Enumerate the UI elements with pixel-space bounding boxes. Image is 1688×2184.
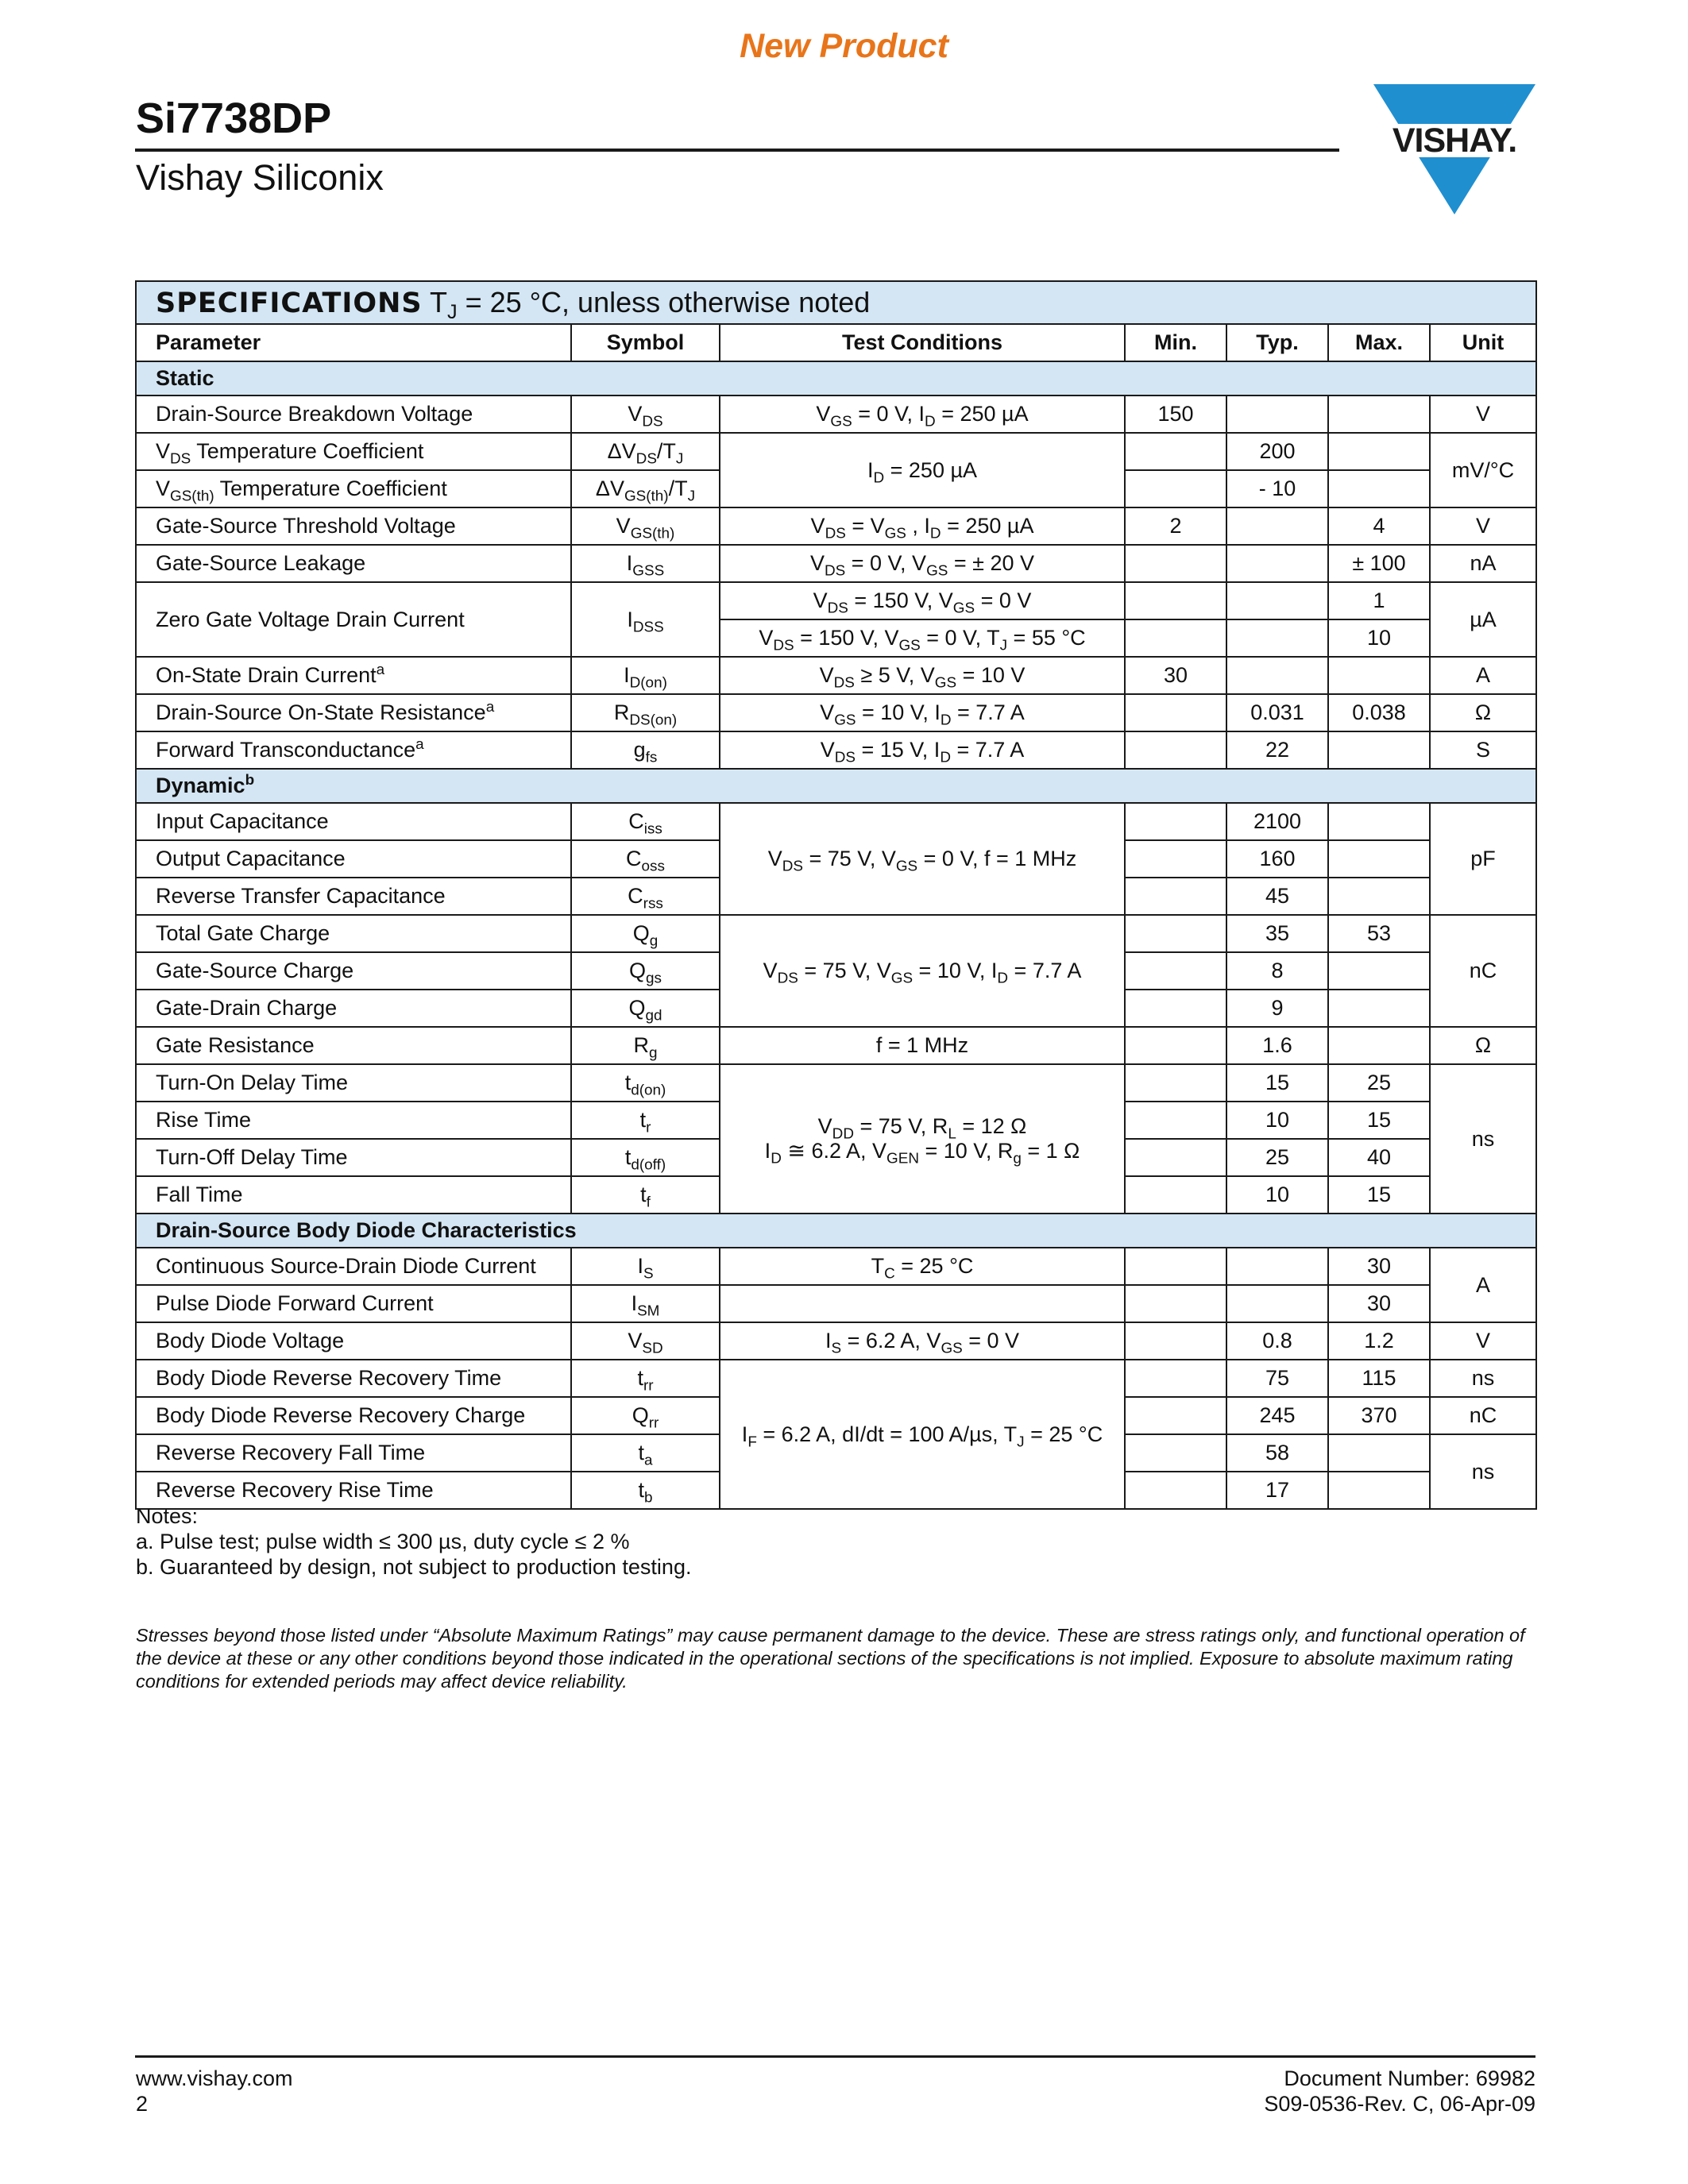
condition-cell: $V_{DS} = 15$ V, $I_D = 7.7$ A <box>720 731 1125 769</box>
unit-cell: S <box>1430 731 1536 769</box>
param-cell: Drain-Source Breakdown Voltage <box>136 396 571 433</box>
typ-cell <box>1226 545 1328 582</box>
max-cell <box>1328 1027 1430 1064</box>
condition-cell: $V_{DS} = 150$ V, $V_{GS} = 0$ V <box>720 582 1125 619</box>
table-row <box>136 1285 1536 1322</box>
unit-cell: ns <box>1430 1434 1536 1509</box>
symbol-cell: $R_{DS(on)}$ <box>571 694 720 731</box>
notes <box>136 1503 691 1580</box>
param-cell: Turn-On Delay Time <box>136 1064 571 1102</box>
symbol-cell: $t_{d(on)}$ <box>571 1064 720 1102</box>
unit-cell: A <box>1430 1248 1536 1322</box>
footer-divider <box>135 2055 1535 2058</box>
typ-cell <box>1226 1248 1328 1285</box>
condition-cell: $V_{GS} = 10$ V, $I_D = 7.7$ A <box>720 694 1125 731</box>
condition-cell: $V_{DS} \ge 5$ V, $V_{GS} = 10$ V <box>720 657 1125 694</box>
typ-cell: 10 <box>1226 1176 1328 1214</box>
symbol-cell: $Q_{gd}$ <box>571 990 720 1027</box>
param-cell: Gate-Drain Charge <box>136 990 571 1027</box>
param-cell: Forward Transconductance$^a$ <box>136 731 571 769</box>
table-title-row <box>136 281 1536 324</box>
note-a: a. Pulse test; pulse width ≤ 300 µs, duty cycle ≤ 2 % <box>136 1530 630 1553</box>
param-cell: Gate-Source Threshold Voltage <box>136 507 571 545</box>
min-cell <box>1125 619 1226 657</box>
unit-cell: Ω <box>1430 694 1536 731</box>
unit-cell: nC <box>1430 1397 1536 1434</box>
min-cell <box>1125 694 1226 731</box>
company-subtitle: Vishay Siliconix <box>136 157 384 198</box>
min-cell <box>1125 1360 1226 1397</box>
unit-cell: V <box>1430 396 1536 433</box>
table-header-row <box>136 324 1536 361</box>
vishay-logo <box>1371 83 1538 218</box>
symbol-cell: $C_{rss}$ <box>571 878 720 915</box>
table-row <box>136 657 1536 694</box>
min-cell <box>1125 915 1226 952</box>
typ-cell: 160 <box>1226 840 1328 878</box>
min-cell <box>1125 952 1226 990</box>
condition-cell: $V_{GS} = 0$ V, $I_D = 250$ µA <box>720 396 1125 433</box>
table-row <box>136 507 1536 545</box>
param-cell: Zero Gate Voltage Drain Current <box>136 582 571 657</box>
condition-cell: $I_D = 250$ µA <box>720 433 1125 507</box>
symbol-cell: $g_{fs}$ <box>571 731 720 769</box>
symbol-cell: $V_{GS(th)}$ <box>571 507 720 545</box>
min-cell <box>1125 840 1226 878</box>
condition-cell: $V_{DS} = 0$ V, $V_{GS}$ = ± 20 V <box>720 545 1125 582</box>
table-row <box>136 1360 1536 1397</box>
param-cell: Drain-Source On-State Resistance$^a$ <box>136 694 571 731</box>
symbol-cell: $\Delta V_{GS(th)}/T_J$ <box>571 470 720 507</box>
condition-line: $V_{DD} = 75$ V, $R_L = 12$ Ω <box>817 1114 1027 1143</box>
min-cell <box>1125 1139 1226 1176</box>
table-row <box>136 1248 1536 1285</box>
unit-cell: Ω <box>1430 1027 1536 1064</box>
param-cell: Pulse Diode Forward Current <box>136 1285 571 1322</box>
param-cell: Gate Resistance <box>136 1027 571 1064</box>
max-cell: 15 <box>1328 1102 1430 1139</box>
max-cell: 40 <box>1328 1139 1430 1176</box>
table-row <box>136 915 1536 952</box>
document-number: Document Number: 69982 <box>1284 2066 1535 2090</box>
max-cell <box>1328 470 1430 507</box>
section-diode: Drain-Source Body Diode Characteristics <box>136 1214 1536 1248</box>
min-cell <box>1125 1064 1226 1102</box>
table-title-strong: SPECIFICATIONS <box>156 287 423 319</box>
column-header: Symbol <box>571 324 720 361</box>
min-cell <box>1125 1434 1226 1472</box>
param-cell: Fall Time <box>136 1176 571 1214</box>
typ-cell: 8 <box>1226 952 1328 990</box>
condition-cell <box>720 1064 1125 1214</box>
website-link[interactable]: www.vishay.com <box>136 2066 293 2090</box>
max-cell: ± 100 <box>1328 545 1430 582</box>
min-cell <box>1125 582 1226 619</box>
param-cell: On-State Drain Current$^a$ <box>136 657 571 694</box>
condition-cell: $V_{DS} = V_{GS}$ , $I_D = 250$ µA <box>720 507 1125 545</box>
condition-cell: $V_{DS} = 150$ V, $V_{GS} = 0$ V, $T_J = 55$ °C <box>720 619 1125 657</box>
specifications-table <box>135 280 1537 1510</box>
footer-left <box>136 2066 293 2116</box>
column-header: Min. <box>1125 324 1226 361</box>
unit-cell: ns <box>1430 1064 1536 1214</box>
max-cell: 30 <box>1328 1248 1430 1285</box>
symbol-cell: $C_{iss}$ <box>571 803 720 840</box>
symbol-cell: $I_S$ <box>571 1248 720 1285</box>
max-cell <box>1328 657 1430 694</box>
param-cell: Output Capacitance <box>136 840 571 878</box>
table-row <box>136 803 1536 840</box>
max-cell <box>1328 396 1430 433</box>
max-cell <box>1328 952 1430 990</box>
vishay-logo-text: VISHAY. <box>1392 122 1517 160</box>
param-cell: $V_{DS}$ Temperature Coefficient <box>136 433 571 470</box>
footer-right <box>1264 2066 1535 2116</box>
symbol-cell: $C_{oss}$ <box>571 840 720 878</box>
typ-cell: 45 <box>1226 878 1328 915</box>
min-cell <box>1125 1248 1226 1285</box>
typ-cell <box>1226 396 1328 433</box>
param-cell: Input Capacitance <box>136 803 571 840</box>
column-header: Parameter <box>136 324 571 361</box>
symbol-cell: $t_r$ <box>571 1102 720 1139</box>
symbol-cell: $t_f$ <box>571 1176 720 1214</box>
param-cell: Body Diode Reverse Recovery Charge <box>136 1397 571 1434</box>
section-row <box>136 769 1536 803</box>
unit-cell: V <box>1430 507 1536 545</box>
column-header: Unit <box>1430 324 1536 361</box>
condition-line: $I_D$ ≅ 6.2 A, $V_{GEN} = 10$ V, $R_g = 1$ Ω <box>764 1139 1080 1167</box>
param-cell: Body Diode Reverse Recovery Time <box>136 1360 571 1397</box>
part-number-title: Si7738DP <box>136 95 332 142</box>
condition-cell: $I_F = 6.2$ A, dI/dt = 100 A/µs, $T_J = 25$ °C <box>720 1360 1125 1509</box>
param-cell: Gate-Source Charge <box>136 952 571 990</box>
min-cell <box>1125 545 1226 582</box>
condition-cell <box>720 1285 1125 1322</box>
max-cell <box>1328 878 1430 915</box>
typ-cell <box>1226 1285 1328 1322</box>
min-cell: 30 <box>1125 657 1226 694</box>
min-cell <box>1125 470 1226 507</box>
min-cell <box>1125 803 1226 840</box>
symbol-cell: $R_g$ <box>571 1027 720 1064</box>
min-cell <box>1125 878 1226 915</box>
typ-cell <box>1226 619 1328 657</box>
min-cell <box>1125 1027 1226 1064</box>
typ-cell: - 10 <box>1226 470 1328 507</box>
symbol-cell: $\Delta V_{DS}/T_J$ <box>571 433 720 470</box>
typ-cell: 58 <box>1226 1434 1328 1472</box>
symbol-cell: $V_{SD}$ <box>571 1322 720 1360</box>
min-cell <box>1125 731 1226 769</box>
max-cell: 370 <box>1328 1397 1430 1434</box>
column-header: Test Conditions <box>720 324 1125 361</box>
condition-cell: $V_{DS} = 75$ V, $V_{GS} = 0$ V, f = 1 MHz <box>720 803 1125 915</box>
notes-heading: Notes: <box>136 1504 199 1528</box>
param-cell: Continuous Source-Drain Diode Current <box>136 1248 571 1285</box>
disclaimer-text: Stresses beyond those listed under “Absolute Maximum Ratings” may cause permanent damage to the device. These are stress ratings only, and functional operation of the device at these or any other conditions beyond those indicated in the operational sections of the specifications is not implied. Exposure to absolute maximum rating conditions for extended periods may affect device reliability. <box>136 1625 1525 1692</box>
max-cell: 4 <box>1328 507 1430 545</box>
table-row <box>136 582 1536 619</box>
min-cell <box>1125 1102 1226 1139</box>
section-static: Static <box>136 361 1536 396</box>
symbol-cell: $t_{rr}$ <box>571 1360 720 1397</box>
max-cell <box>1328 990 1430 1027</box>
symbol-cell: $Q_{gs}$ <box>571 952 720 990</box>
condition-cell: $V_{DS} = 75$ V, $V_{GS} = 10$ V, $I_D = 7.7$ A <box>720 915 1125 1027</box>
typ-cell: 25 <box>1226 1139 1328 1176</box>
param-cell: Reverse Transfer Capacitance <box>136 878 571 915</box>
max-cell <box>1328 1434 1430 1472</box>
param-cell: Rise Time <box>136 1102 571 1139</box>
condition-cell: f = 1 MHz <box>720 1027 1125 1064</box>
typ-cell <box>1226 507 1328 545</box>
unit-cell: nA <box>1430 545 1536 582</box>
typ-cell: 0.031 <box>1226 694 1328 731</box>
typ-cell: 10 <box>1226 1102 1328 1139</box>
max-cell: 1.2 <box>1328 1322 1430 1360</box>
max-cell: 0.038 <box>1328 694 1430 731</box>
symbol-cell: $I_{DSS}$ <box>571 582 720 657</box>
column-header: Max. <box>1328 324 1430 361</box>
max-cell <box>1328 731 1430 769</box>
table-row <box>136 1322 1536 1360</box>
unit-cell: ns <box>1430 1360 1536 1397</box>
unit-cell: V <box>1430 1322 1536 1360</box>
min-cell <box>1125 433 1226 470</box>
param-cell: Gate-Source Leakage <box>136 545 571 582</box>
unit-cell: µA <box>1430 582 1536 657</box>
table-row <box>136 694 1536 731</box>
unit-cell: mV/°C <box>1430 433 1536 507</box>
section-dynamic: Dynamic$^b$ <box>136 769 1536 803</box>
symbol-cell: $I_{D(on)}$ <box>571 657 720 694</box>
typ-cell: 75 <box>1226 1360 1328 1397</box>
symbol-cell: $I_{SM}$ <box>571 1285 720 1322</box>
typ-cell: 15 <box>1226 1064 1328 1102</box>
table-row <box>136 731 1536 769</box>
section-row <box>136 1214 1536 1248</box>
table-row <box>136 396 1536 433</box>
min-cell: 150 <box>1125 396 1226 433</box>
symbol-cell: $V_{DS}$ <box>571 396 720 433</box>
symbol-cell: $Q_g$ <box>571 915 720 952</box>
max-cell: 15 <box>1328 1176 1430 1214</box>
param-cell: Reverse Recovery Rise Time <box>136 1472 571 1509</box>
typ-cell: 22 <box>1226 731 1328 769</box>
max-cell: 10 <box>1328 619 1430 657</box>
typ-cell <box>1226 582 1328 619</box>
symbol-cell: $t_a$ <box>571 1434 720 1472</box>
unit-cell: nC <box>1430 915 1536 1027</box>
param-cell: Reverse Recovery Fall Time <box>136 1434 571 1472</box>
max-cell: 1 <box>1328 582 1430 619</box>
condition-cell: $I_S = 6.2$ A, $V_{GS} = 0$ V <box>720 1322 1125 1360</box>
max-cell: 53 <box>1328 915 1430 952</box>
typ-cell: 1.6 <box>1226 1027 1328 1064</box>
max-cell <box>1328 840 1430 878</box>
symbol-cell: $Q_{rr}$ <box>571 1397 720 1434</box>
table-row <box>136 1027 1536 1064</box>
max-cell <box>1328 433 1430 470</box>
page-number: 2 <box>136 2092 149 2116</box>
table-title <box>136 281 1536 324</box>
header-divider <box>135 149 1339 152</box>
min-cell <box>1125 1285 1226 1322</box>
max-cell <box>1328 1472 1430 1509</box>
unit-cell: A <box>1430 657 1536 694</box>
min-cell <box>1125 1397 1226 1434</box>
section-row <box>136 361 1536 396</box>
new-product-banner: New Product <box>740 27 948 65</box>
typ-cell: 200 <box>1226 433 1328 470</box>
table-row <box>136 433 1536 470</box>
max-cell: 30 <box>1328 1285 1430 1322</box>
table-row <box>136 545 1536 582</box>
min-cell <box>1125 1322 1226 1360</box>
revision-info: S09-0536-Rev. C, 06-Apr-09 <box>1264 2092 1535 2116</box>
min-cell: 2 <box>1125 507 1226 545</box>
max-cell: 115 <box>1328 1360 1430 1397</box>
typ-cell: 245 <box>1226 1397 1328 1434</box>
min-cell <box>1125 990 1226 1027</box>
param-cell: $V_{GS(th)}$ Temperature Coefficient <box>136 470 571 507</box>
param-cell: Total Gate Charge <box>136 915 571 952</box>
condition-cell: $T_C = 25$ °C <box>720 1248 1125 1285</box>
symbol-cell: $t_{d(off)}$ <box>571 1139 720 1176</box>
min-cell <box>1125 1472 1226 1509</box>
note-b: b. Guaranteed by design, not subject to production testing. <box>136 1555 692 1579</box>
param-cell: Turn-Off Delay Time <box>136 1139 571 1176</box>
max-cell <box>1328 803 1430 840</box>
typ-cell: 35 <box>1226 915 1328 952</box>
symbol-cell: $I_{GSS}$ <box>571 545 720 582</box>
symbol-cell: $t_b$ <box>571 1472 720 1509</box>
typ-cell: 9 <box>1226 990 1328 1027</box>
param-cell: Body Diode Voltage <box>136 1322 571 1360</box>
typ-cell: 17 <box>1226 1472 1328 1509</box>
typ-cell: 0.8 <box>1226 1322 1328 1360</box>
unit-cell: pF <box>1430 803 1536 915</box>
typ-cell: 2100 <box>1226 803 1328 840</box>
column-header: Typ. <box>1226 324 1328 361</box>
table-title-conditions: $T_J = 25$ °C, unless otherwise noted <box>429 286 871 324</box>
max-cell: 25 <box>1328 1064 1430 1102</box>
table-row <box>136 1064 1536 1102</box>
min-cell <box>1125 1176 1226 1214</box>
typ-cell <box>1226 657 1328 694</box>
